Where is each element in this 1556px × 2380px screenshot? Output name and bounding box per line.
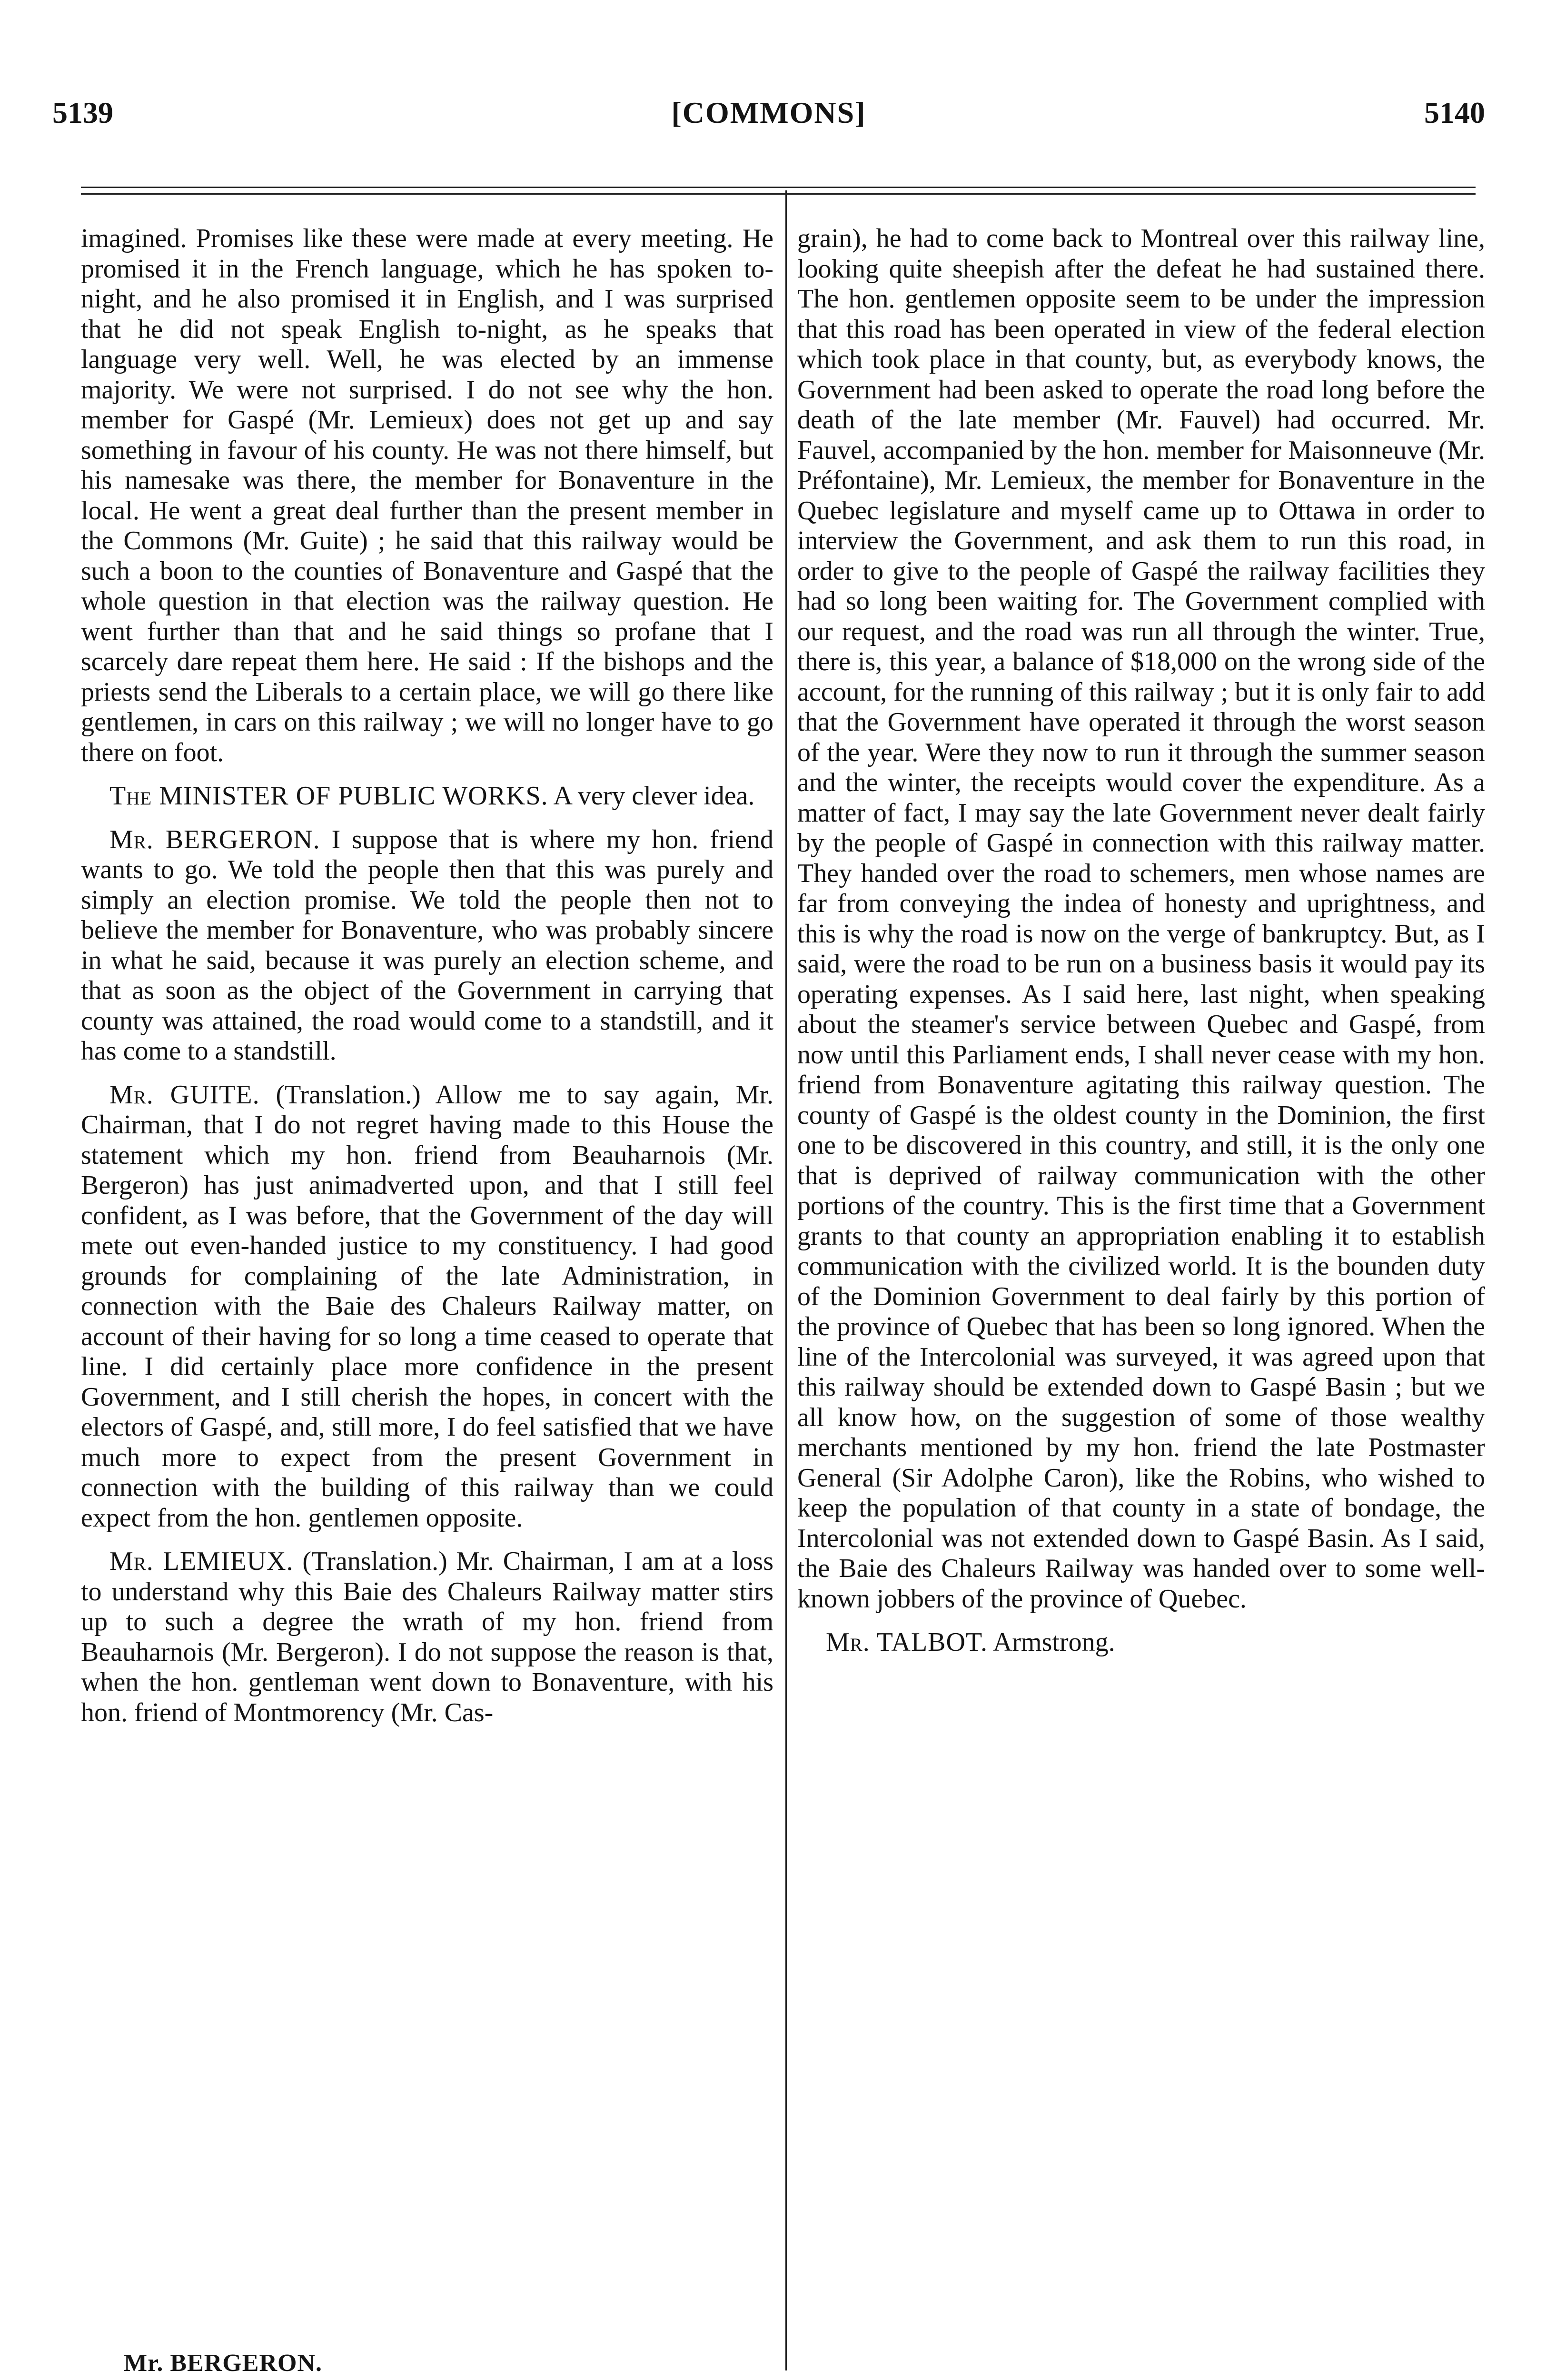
paragraph-text: I suppose that is where my hon. friend wants to go. We told the people then that this was purely and simply an election promise. We told the people then not to believe the member for Bonaventure, who was probably sincere in what he said, because it was purely an election scheme, and that as soon as the object of the Government in carrying that county was attained, the road would come to a standstill, and it has come to a standstill. [81,824,774,1066]
paragraph-text: imagined. Promises like these were made at every meeting. He promised it in the French language, which he has spoken to-night, and he also promised it in English, and I was surprised that he did not speak English to-night, as he speaks that language very well. Well, he was elected by an immense majority. We were not surprised. I do not see why the hon. member for Gaspé (Mr. Lemieux) does not get up and say something in favour of his county. He was not there himself, but his namesake was there, the member for Bonaventure in the local. He went a great deal further than the present member in the Commons (Mr. Guite) ; he said that this railway would be such a boon to the counties of Bonaventure and Gaspé that the whole question in that election was the railway question. He went further than that and he said things so profane that I scarcely dare repeat them here. He said : If the bishops and the priests send the Liberals to a certain place, we will go there like gentlemen, in cars on this railway ; we will no longer have to go there on foot. [81,224,773,767]
paragraph-text: Armstrong. [992,1627,1115,1657]
speaker-name: Mr. BERGERON. [109,824,320,854]
page-header [52,95,1485,143]
speaker-name: Mr. TALBOT. [826,1627,988,1657]
page-title: [COMMONS] [671,96,866,129]
paragraph [81,1547,773,1728]
paragraph [81,1080,773,1534]
speaker-name: Mr. LEMIEUX. [109,1547,294,1576]
left-page-number: 5139 [52,96,113,129]
paragraph [81,224,773,768]
paragraph [81,825,773,1067]
header-rule-bottom [81,193,1476,195]
left-column [81,224,773,1741]
right-page-number: 5140 [1424,96,1485,129]
paragraph-text: (Translation.) Mr. Chairman, I am at a loss to understand why this Baie des Chaleurs Railway matter stirs up to such a degree the wrath of my hon. friend from Beauharnois (Mr. Bergeron). I do not suppose the reason is that, when the hon. gentleman went down to Bonaventure, with his hon. friend of Montmorency (Mr. Cas- [81,1547,773,1727]
paragraph [81,781,773,812]
header-rule-top [81,187,1476,188]
column-divider [785,190,787,2370]
paragraph-text: A very clever idea. [553,781,755,811]
footer-speaker-label: Mr. BERGERON. [124,2350,322,2377]
paragraph [797,224,1485,1614]
speaker-name: Mr. GUITE. [109,1080,260,1110]
paragraph-text: grain), he had to come back to Montreal over this railway line, looking quite sheepish after the defeat he had sustained there. The hon. gentlemen opposite seem to be under the impression that this road has been operated in view of the federal election which took place in that county, but, as everybody knows, the Government had been asked to operate the road long before the death of the late member (Mr. Fauvel) had occurred. Mr. Fauvel, accompanied by the hon. member for Maisonneuve (Mr. Préfontaine), Mr. Lemieux, the member for Bonaventure in the Quebec legislature and myself came up to Ottawa in order to interview the Government, and ask them to run this road, in order to give to the people of Gaspé the railway facilities they had so long been waiting for. The Government complied with our request, and the road was run all through the winter. True, there is, this year, a balance of $18,000 on the wrong side of the account, for the running of this railway ; but it is only fair to add that the Government have operated it through the worst season of the year. Were they now to run it through the summer season and the winter, the receipts would cover the expenditure. As a matter of fact, I may say the late Government never dealt fairly by the people of Gaspé in connection with this railway matter. They handed over the road to schemers, men whose names are far from conveying the indea of honesty and uprightness, and this is why the road is now on the verge of bankruptcy. But, as I said, were the road to be run on a business basis it would pay its operating expenses. As I said here, last night, when speaking about the steamer's service between Quebec and Gaspé, from now until this Parliament ends, I shall never cease with my hon. friend from Bonaventure agitating this railway question. The county of Gaspé is the oldest county in the Dominion, the first one to be discovered in this country, and still, it is the only one that is deprived of railway communication with the other portions of the country. This is the first time that a Government grants to that county an appropriation enabling it to establish communication with the civilized world. It is the bounden duty of the Dominion Government to deal fairly by this portion of the province of Quebec that has been so long ignored. When the line of the Intercolonial was surveyed, it was agreed upon that this railway should be extended down to Gaspé Basin ; but we all know how, on the suggestion of some of those wealthy merchants mentioned by my hon. friend the late Postmaster General (Sir Adolphe Caron), like the Robins, who wished to keep the population of that county in a state of bondage, the Intercolonial was not extended down to Gaspé Basin. As I said, the Baie des Chaleurs Railway was handed over to some well-known jobbers of the province of Quebec. [797,224,1485,1614]
paragraph [797,1627,1485,1658]
right-column [797,224,1485,1671]
paragraph-text: (Translation.) Allow me to say again, Mr. Chairman, that I do not regret having made to this House the statement which my hon. friend from Beauharnois (Mr. Bergeron) has just animadverted upon, and that I still feel confident, as I was before, that the Government of the day will mete out even-handed justice to my constituency. I had good grounds for complaining of the late Administration, in connection with the Baie des Chaleurs Railway matter, on account of their having for so long a time ceased to operate that line. I did certainly place more confidence in the present Government, and I still cherish the hopes, in concert with the electors of Gaspé, and, still more, I do feel satisfied that we have much more to expect from the present Government in connection with the building of this railway than we could expect from the hon. gentlemen opposite. [81,1080,773,1533]
speaker-name: The MINISTER OF PUBLIC WORKS. [109,781,548,811]
